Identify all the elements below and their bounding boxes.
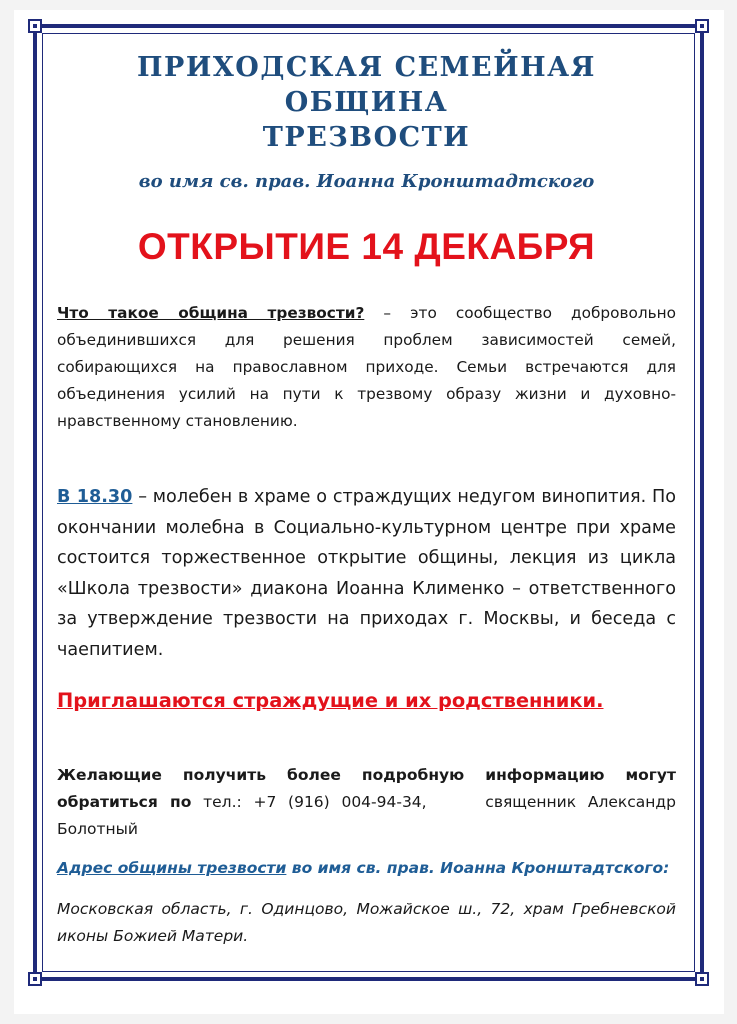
title-line-2: ТРЕЗВОСТИ [262,122,471,154]
contact-paragraph [57,762,681,843]
opening-date-heading: ОТКРЫТИЕ 14 ДЕКАБРЯ [137,226,596,268]
about-question: Что такое община трезвости? [57,304,365,323]
subtitle: во имя св. прав. Иоанна Кронштадтского [138,171,595,193]
frame-corner-ornament [695,19,709,33]
contact-lead: Желающие получить более подробную информацию могут обратиться по [57,766,676,812]
frame-corner-ornament [28,19,42,33]
address-text: Московская область, г. Одинцово, Можайское ш., 72, храм Гребневской иконы Божией Матери. [57,900,676,946]
about-answer: – это сообщество добровольно объединившихся для решения проблем зависимостей семей, собирающихся на православном приходе. Семьи встречаются для объединения усилий на пути к трезвому образу жизни и духовно-нравственному становлению. [57,304,676,431]
frame-corner-ornament [28,972,42,986]
poster-content [57,50,681,950]
frame-corner-ornament [695,972,709,986]
schedule-text: – молебен в храме о страждущих недугом винопития. По окончании молебна в Социально-культурном центре при храме состоится торжественное открытие общины, лекция из цикла «Школа трезвости» диакона Иоанна Клименко – ответственного за утверждение трезвости на приходах г. Москвы, и беседа с чаепитием. [57,487,676,660]
about-paragraph [57,300,676,435]
contact-person: священник Александр Болотный [57,793,681,839]
title-line-1: ПРИХОДСКАЯ СЕМЕЙНАЯ ОБЩИНА [137,52,596,119]
contact-phone: тел.: +7 (916) 004-94-34, [191,793,427,812]
schedule-paragraph [57,482,676,665]
address-label: Адрес общины трезвости [57,859,287,878]
address-label-rest: во имя св. прав. Иоанна Кронштадтского: [286,859,670,878]
address-heading [57,855,676,882]
page-title [57,50,676,155]
schedule-time: В 18.30 [57,487,133,508]
invitation-line: Приглашаются страждущие и их родственники. [57,689,604,713]
